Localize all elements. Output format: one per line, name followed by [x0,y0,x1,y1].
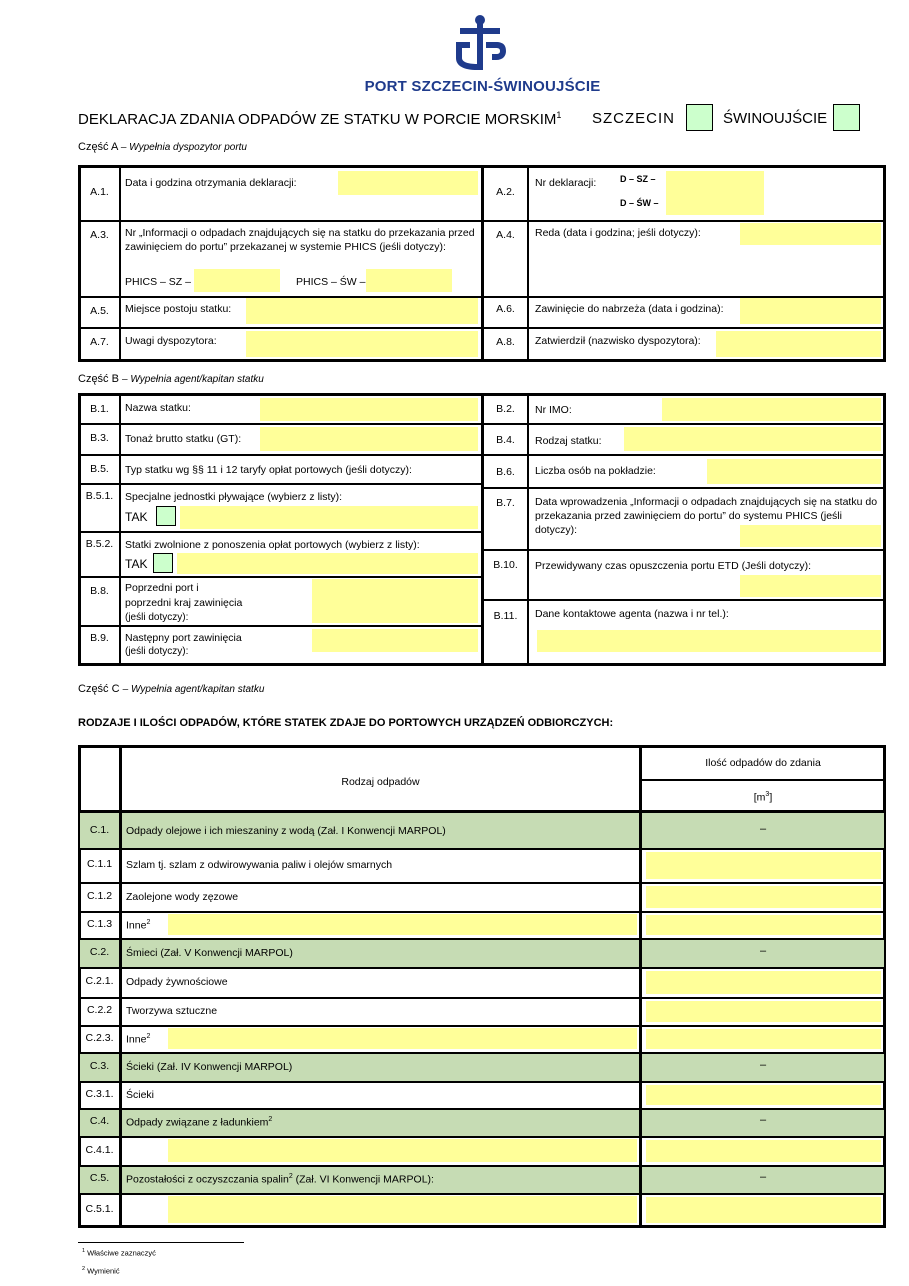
a6-code: A.6. [496,303,515,315]
b52-field[interactable] [177,553,478,574]
row-divider [80,882,884,884]
a3-sw-field[interactable] [366,269,452,292]
c-row-13-code: C.5. [89,1172,110,1184]
c-row-9-code: C.3. [89,1059,110,1072]
row-divider [80,1108,884,1110]
part-c-heading: Część C – Wypełnia agent/kapitan statku [78,683,265,695]
b52-label: Statki zwolnione z ponoszenia opłat portowych (wybierz z listy): [125,539,420,551]
a2-label: Nr deklaracji: [535,177,597,189]
footnote-1: $^1$ Właściwe zaznaczyć [82,1248,156,1258]
b11-code: B.11. [493,610,518,622]
b2-code: B.2. [496,403,515,415]
row-divider [80,1025,884,1027]
c-row-14-code: C.5.1. [85,1202,114,1215]
c-row-2-code: C.1.1 [86,858,113,870]
a1-field[interactable] [338,171,478,195]
a5-label: Miejsce postoju statku: [125,303,232,315]
c-row-3-code: C.1.2 [86,889,113,902]
c-row-7-code: C.2.2 [86,1004,113,1016]
part-c-table-title: RODZAJE I ILOŚCI ODPADÓW, KTÓRE STATEK ZDAJE DO PORTOWYCH URZĄDZEŃ ODBIORCZYCH: [78,717,614,729]
b7-field[interactable] [740,525,881,547]
b7-label: Data wprowadzenia „Informacji o odpadach znajdujących się na statku do przekazania przed zawinięciem do portu” do systemu PHICS (jeśli dotyczy): [535,496,878,537]
c-row-8-code: C.2.3. [85,1031,114,1044]
row-divider [80,938,884,940]
a3-code: A.3. [90,229,109,241]
b8-label-2: poprzedni kraj zawinięcia [125,597,243,609]
a5-field[interactable] [246,298,478,324]
c-row-11-qty: – [759,1114,767,1126]
a2-code: A.2. [496,186,515,198]
col-header-qty: Ilość odpadów do zdania [705,757,821,769]
b6-field[interactable] [707,459,881,484]
c-row-8-qty-field[interactable] [646,1029,881,1049]
c-row-13-label: Pozostałości z oczyszczania spalin$^2$ (Zał. VI Konwencji MARPOL): [126,1173,434,1186]
col-header-type: Rodzaj odpadów [341,776,420,788]
b9-field[interactable] [312,629,478,652]
a2-sz-label: D – SZ – [620,174,656,184]
c-row-14-qty-field[interactable] [646,1197,881,1223]
c-row-14-type-field[interactable] [168,1196,637,1223]
c-row-2-qty-field[interactable] [646,852,881,879]
b8-field[interactable] [312,579,478,623]
b52-tak-label: TAK [125,557,148,571]
c-row-7-label: Tworzywa sztuczne [126,1005,218,1017]
b8-code: B.8. [90,585,109,597]
b1-field[interactable] [260,398,478,421]
a3-label: Nr „Informacji o odpadach znajdujących się na statku do przekazania przed zawinięciem do portu” przekazanej w systemie PHICS (jeśli dotyczy): [125,227,475,254]
part-b-heading: Część B – Wypełnia agent/kapitan statku [78,373,264,385]
b9-code: B.9. [90,632,109,644]
c-row-10-label: Ścieki [126,1088,155,1101]
b1-code: B.1. [90,403,109,415]
b51-field[interactable] [180,506,478,529]
a3-sz-label: PHICS – SZ – [125,276,191,288]
c-row-5-label: Śmieci (Zał. V Konwencji MARPOL) [126,946,293,959]
a7-field[interactable] [246,331,478,357]
b5-label: Typ statku wg §§ 11 i 12 taryfy opłat portowych (jeśli dotyczy): [125,464,412,476]
city-swinoujscie-label: ŚWINOUJŚCIE [723,110,828,127]
c-row-9-label: Ścieki (Zał. IV Konwencji MARPOL) [126,1060,293,1073]
c-row-10-code: C.3.1. [85,1087,114,1100]
b4-field[interactable] [624,427,881,451]
c-row-5-code: C.2. [89,945,110,958]
b10-field[interactable] [740,575,881,597]
a8-field[interactable] [716,331,881,357]
c-row-5-qty: – [759,944,767,957]
a1-label: Data i godzina otrzymania deklaracji: [125,177,297,189]
b3-field[interactable] [260,427,478,451]
b1-label: Nazwa statku: [125,402,191,414]
c-row-6-qty-field[interactable] [646,971,881,994]
c-row-1-label: Odpady olejowe i ich mieszaniny z wodą (Zał. I Konwencji MARPOL) [126,824,446,837]
c-row-12-type-field[interactable] [168,1139,637,1162]
c-row-13-qty: – [759,1171,767,1183]
a7-code: A.7. [90,336,109,348]
b4-code: B.4. [496,434,515,446]
c-row-12-code: C.4.1. [85,1143,114,1156]
b8-label-1: Poprzedni port i [125,582,199,594]
szczecin-checkbox[interactable] [686,104,713,131]
a7-label: Uwagi dyspozytora: [125,335,217,347]
b7-code: B.7. [496,497,515,509]
row-divider [80,848,884,850]
c-row-12-qty-field[interactable] [646,1140,881,1162]
anchor-logo-icon [450,14,510,72]
c-row-10-qty-field[interactable] [646,1085,881,1105]
c-row-1-qty: – [759,822,767,835]
a4-label: Reda (data i godzina; jeśli dotyczy): [535,227,701,239]
row-divider [80,1081,884,1083]
c-row-8-label: Inne$^2$ [126,1032,151,1045]
b51-tak-checkbox[interactable] [156,506,176,526]
part-a-heading: Część A – Wypełnia dyspozytor portu [78,141,247,153]
a6-field[interactable] [740,298,881,324]
a4-code: A.4. [496,229,515,241]
b3-label: Tonaż brutto statku (GT): [125,433,242,445]
b52-tak-checkbox[interactable] [153,553,173,573]
c-row-4-label: Inne$^2$ [126,918,151,931]
a5-code: A.5. [90,305,109,317]
b9-label-1: Następny port zawinięcia [125,632,242,644]
c-row-7-qty-field[interactable] [646,1001,881,1022]
c-row-4-code: C.1.3 [86,917,113,930]
a2-field[interactable] [666,171,764,215]
row-divider [80,911,884,913]
c-row-1-code: C.1. [89,823,110,836]
a3-sz-field[interactable] [194,269,280,292]
b52-code: B.5.2. [85,538,114,550]
b10-code: B.10. [493,559,518,571]
footnote-2: $^2$ Wymienić [82,1266,120,1276]
c-row-11-code: C.4. [89,1115,110,1127]
c-row-9-qty: – [759,1058,767,1071]
row-divider [80,1052,884,1054]
c-row-3-label: Zaolejone wody zęzowe [126,890,239,903]
c-row-3-qty-field[interactable] [646,886,881,908]
b11-field[interactable] [537,630,881,652]
city-szczecin-label: SZCZECIN [592,110,675,127]
b51-label: Specjalne jednostki pływające (wybierz z listy): [125,491,343,503]
b8-label-3: (jeśli dotyczy): [125,612,189,623]
b2-field[interactable] [662,398,881,421]
row-divider [80,997,884,999]
c-row-2-label: Szlam tj. szlam z odwirowywania paliw i olejów smarnych [126,859,393,871]
a3-sw-label: PHICS – ŚW – [296,276,366,288]
c-row-4-type-field[interactable] [168,914,637,935]
b9-label-2: (jeśli dotyczy): [125,646,189,657]
b10-label: Przewidywany czas opuszczenia portu ETD (Jeśli dotyczy): [535,560,812,572]
b11-label: Dane kontaktowe agenta (nazwa i nr tel.): [535,608,729,620]
c-row-8-type-field[interactable] [168,1028,637,1049]
b3-code: B.3. [90,432,109,444]
row-divider [80,1165,884,1167]
c-row-4-qty-field[interactable] [646,915,881,935]
a6-label: Zawinięcie do nabrzeża (data i godzina): [535,303,724,315]
row-divider [80,1193,884,1195]
b6-label: Liczba osób na pokładzie: [535,465,656,477]
b51-code: B.5.1. [85,490,114,502]
c-row-6-code: C.2.1. [85,975,114,987]
a8-label: Zatwierdził (nazwisko dyspozytora): [535,335,701,347]
row-divider [80,1136,884,1138]
port-name: PORT SZCZECIN-ŚWINOUJŚCIE [364,78,601,95]
c-row-11-label: Odpady związane z ładunkiem$^2$ [126,1116,273,1129]
b51-tak-label: TAK [125,510,148,524]
a4-field[interactable] [740,223,881,245]
b5-code: B.5. [90,463,109,475]
b2-label: Nr IMO: [535,404,572,416]
a1-code: A.1. [90,186,109,198]
a2-sw-label: D – ŚW – [620,198,659,208]
col-header-unit: $[m^3]$ [753,791,773,804]
swinoujscie-checkbox[interactable] [833,104,860,131]
c-row-6-label: Odpady żywnościowe [126,976,228,988]
form-title: DEKLARACJA ZDANIA ODPADÓW ZE STATKU W PORCIE MORSKIM$^1$ [78,110,562,128]
b4-label: Rodzaj statku: [535,435,602,447]
a8-code: A.8. [496,336,515,348]
row-divider [80,967,884,969]
b6-code: B.6. [496,466,515,478]
